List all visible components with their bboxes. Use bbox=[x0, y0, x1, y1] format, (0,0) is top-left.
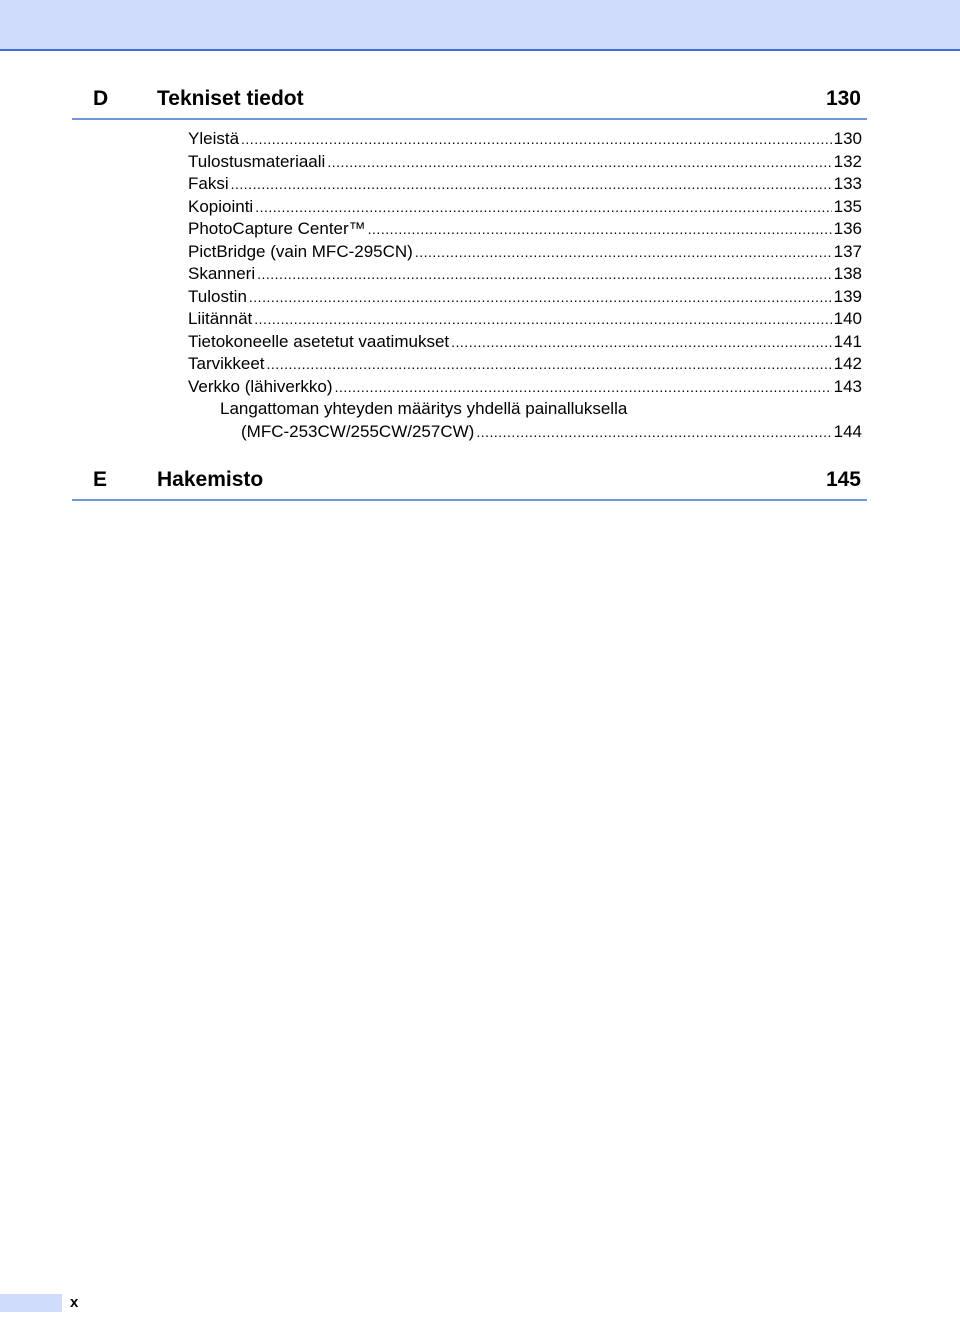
dot-leader bbox=[451, 331, 831, 354]
dot-leader bbox=[415, 241, 832, 264]
toc-entry[interactable] bbox=[188, 331, 862, 354]
toc-entry-page: 143 bbox=[833, 376, 862, 396]
toc-entry-label: PictBridge (vain MFC-295CN) bbox=[188, 241, 413, 261]
toc-entry-label: (MFC-253CW/255CW/257CW) bbox=[241, 421, 475, 441]
toc-entry[interactable] bbox=[188, 196, 862, 219]
toc-entry-page: 133 bbox=[833, 174, 862, 193]
toc-entry-label: Yleistä bbox=[188, 129, 240, 148]
toc-subentry[interactable] bbox=[188, 421, 862, 444]
toc-entry-page: 142 bbox=[833, 354, 862, 373]
toc-entry-page: 136 bbox=[833, 219, 862, 238]
dot-leader bbox=[255, 196, 831, 219]
toc-entry-label: Skanneri bbox=[188, 264, 256, 283]
toc-entry[interactable] bbox=[188, 308, 862, 331]
toc-entry[interactable] bbox=[188, 286, 862, 309]
toc-entry[interactable] bbox=[188, 263, 862, 286]
section-letter: D bbox=[93, 87, 109, 110]
dot-leader bbox=[231, 173, 832, 196]
section-page-number: 130 bbox=[825, 87, 861, 110]
toc-entry-page: 141 bbox=[833, 331, 862, 351]
toc-entry[interactable] bbox=[188, 376, 862, 399]
dot-leader bbox=[335, 376, 832, 399]
toc-entry-page: 132 bbox=[833, 151, 862, 171]
footer-page-number: x bbox=[70, 1294, 79, 1311]
footer-band bbox=[0, 1294, 62, 1312]
dot-leader bbox=[368, 218, 832, 241]
toc-entry-page: 144 bbox=[833, 421, 862, 441]
toc-entry-page: 130 bbox=[833, 129, 862, 148]
toc-entry[interactable] bbox=[188, 173, 862, 196]
toc-list bbox=[188, 128, 862, 443]
toc-entry-label: Tulostin bbox=[188, 286, 247, 306]
toc-entry-page: 139 bbox=[833, 286, 862, 306]
toc-entry[interactable] bbox=[188, 151, 862, 174]
toc-entry-page: 137 bbox=[833, 241, 862, 261]
toc-entry-label: Tulostusmateriaali bbox=[188, 151, 326, 171]
toc-entry-label: PhotoCapture Center™ bbox=[188, 219, 366, 238]
dot-leader bbox=[241, 128, 832, 151]
dot-leader bbox=[327, 151, 831, 174]
header-band bbox=[0, 0, 960, 51]
dot-leader bbox=[257, 263, 832, 286]
dot-leader bbox=[476, 421, 831, 444]
toc-entry-label: Tietokoneelle asetetut vaatimukset bbox=[188, 331, 450, 351]
dot-leader bbox=[254, 308, 831, 331]
toc-entry-label: Kopiointi bbox=[188, 196, 254, 216]
toc-entry[interactable] bbox=[188, 353, 862, 376]
section-page-number: 145 bbox=[825, 468, 861, 491]
section-letter: E bbox=[93, 468, 108, 491]
toc-entry[interactable] bbox=[188, 241, 862, 264]
dot-leader bbox=[267, 353, 832, 376]
toc-entry-page: 135 bbox=[833, 196, 862, 216]
dot-leader bbox=[249, 286, 832, 309]
section-title: Hakemisto bbox=[157, 468, 264, 491]
toc-entry-label: Liitännät bbox=[188, 309, 253, 328]
toc-entry-label: Faksi bbox=[188, 174, 229, 193]
toc-subentry-heading[interactable]: Langattoman yhteyden määritys yhdellä painalluksella bbox=[220, 399, 628, 418]
toc-entry-page: 138 bbox=[833, 264, 862, 283]
toc-entry-label: Verkko (lähiverkko) bbox=[188, 376, 333, 396]
section-heading-e bbox=[72, 463, 867, 501]
toc-entry[interactable] bbox=[188, 218, 862, 241]
section-heading-d bbox=[72, 82, 867, 120]
section-title: Tekniset tiedot bbox=[157, 87, 304, 110]
toc-entry-label: Tarvikkeet bbox=[188, 354, 265, 373]
toc-entry[interactable] bbox=[188, 128, 862, 151]
toc-entry-page: 140 bbox=[833, 309, 862, 328]
